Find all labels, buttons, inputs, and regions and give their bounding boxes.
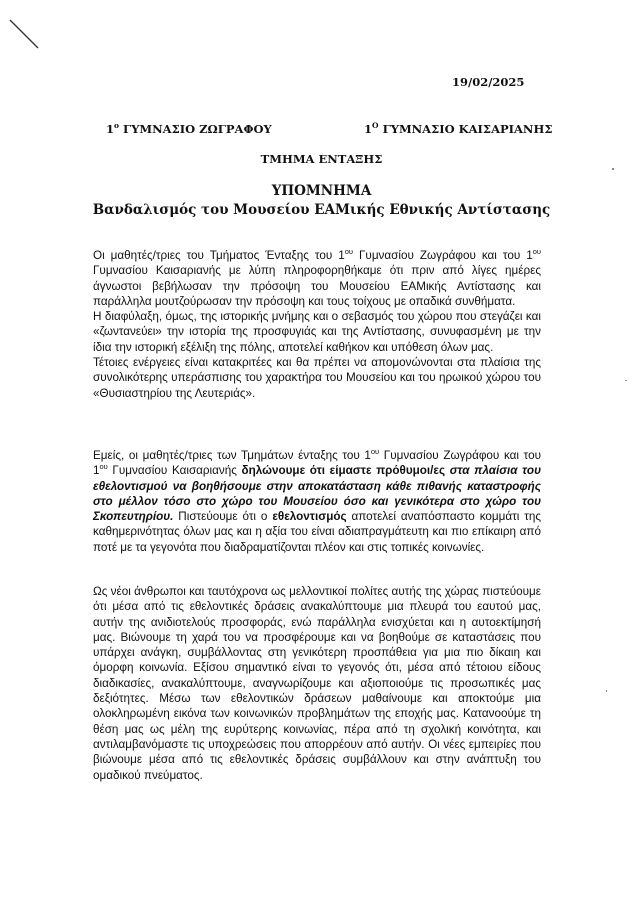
paragraph-1-sentence-2: Η διαφύλαξη, όμως, της ιστορικής μνήμης και ο σεβασμός του χώρου που στεγάζει και «ζωντανεύει» την ιστορία της προσφυγιάς και της Αντίστασης, συνυφασμένη με την ίδια την ιστορική εξέλιξη της πόλης, αποτελεί καθήκον και υπόθεση όλων μας. [93, 310, 541, 354]
pen-stroke-mark [10, 20, 38, 48]
document-date: 19/02/2025 [452, 75, 525, 89]
department-heading: ΤΜΗΜΑ ΕΝΤΑΞΗΣ [260, 152, 383, 166]
paragraph-1-sentence-3: Τέτοιες ενέργειες είναι κατακριτέες και θα πρέπει να απομονώνονται στα πλαίσια της συνολικότερης υπεράσπισης του χαρακτήρα του Μουσείου και του ηρωικού χώρου του «Θυσιαστηρίου της Λευτεριάς». [93, 356, 541, 400]
school-name-left: $1^o$ ΓΥΜΝΑΣΙΟ ΖΩΓΡΑΦΟΥ [106, 121, 272, 136]
memo-subtitle: Βανδαλισμός του Μουσείου ΕΑΜικής Εθνικής Αντίστασης [92, 202, 551, 218]
paragraph-1 [93, 248, 541, 401]
scan-speck [606, 690, 607, 692]
scan-speck [612, 168, 614, 170]
paragraph-2: Εμείς, οι μαθητές/τριες των Τμημάτων ένταξης του $1^{o\upsilon}$ Γυμνασίου Ζωγράφου και του $1^{o\upsilon}$ Γυμνασίου Καισαριανής δηλώνουμε ότι είμαστε πρόθυμοι/ες στα πλαίσια του εθελοντισμού να βοηθήσουμε στην αποκατάσταση κάθε πιθανής καταστροφής στο μέλλον τόσο στο χώρο του Μουσείου όσο και γενικότερα στο χώρο του Σκοπευτηρίου. Πιστεύουμε ότι ο εθελοντισμός αποτελεί αναπόσπαστο κομμάτι της καθημερινότητας όλων μας και η αξία του είναι αδιαπραγμάτευτη και πιο επίκαιρη από ποτέ με τα γεγονότα που διαδραματίζονται πλέον και στις τοπικές κοινωνίες. [93, 447, 541, 554]
declaration-bold: δηλώνουμε ότι είμαστε πρόθυμοι/ες [241, 464, 450, 478]
scan-speck [625, 380, 627, 381]
school-name-right: $1^O$ ΓΥΜΝΑΣΙΟ ΚΑΙΣΑΡΙΑΝΗΣ [364, 121, 553, 136]
memo-title: ΥΠΟΜΝΗΜΑ [271, 183, 372, 199]
declaration-bold-italic: στα πλαίσια του εθελοντισμού να βοηθήσουμε στην αποκατάσταση κάθε πιθανής καταστροφής στο μέλλον τόσο στο χώρο του Μουσείου όσο και γενικότερα στο χώρο του Σκοπευτηρίου. [93, 464, 541, 524]
paragraph-1-sentence-1: Οι μαθητές/τριες του Τμήματος Ένταξης του $1^{o\upsilon}$ Γυμνασίου Ζωγράφου και του $1^{o\upsilon}$ Γυμνασίου Καισαριανής με λύπη πληροφορηθήκαμε ότι πριν από λίγες ημέρες άγνωστοι βεβήλωσαν την πρόσοψη του Μουσείου ΕΑΜικής Αντίστασης και παράλληλα μουτζούρωσαν την πρόσοψη και τους τοίχους με οπαδικά συνθήματα. [93, 247, 541, 308]
paragraph-3: Ως νέοι άνθρωποι και ταυτόχρονα ως μελλοντικοί πολίτες αυτής της χώρας πιστεύουμε ότι μέσα από τις εθελοντικές δράσεις ανακαλύπτουμε μια πλευρά του εαυτού μας, αυτήν της ανιδιοτελούς προσφοράς, ενώ παράλληλα ενισχύεται και η αυτοεκτίμησή μας. Βιώνουμε τη χαρά του να προσφέρουμε και να βοηθούμε σε καταστάσεις που υπάρχει ανάγκη, συμβάλλοντας στη γενικότερη προσπάθεια για μια πιο δίκαιη και όμορφη κοινωνία. Εξίσου σημαντικό είναι το γεγονός ότι, μέσα από τέτοιου είδους διαδικασίες, ανακαλύπτουμε, αναγνωρίζουμε και αξιοποιούμε τις προσωπικές μας δεξιότητες. Μέσω των εθελοντικών δράσεων μαθαίνουμε και αποκτούμε μια ολοκληρωμένη εικόνα των κοινωνικών προβλημάτων της εποχής μας. Κατανοούμε τη θέση μας ως μέλη της ευρύτερης κοινωνίας, πέρα από τη σχολική κοινότητα, και αντιλαμβανόμαστε τις υποχρεώσεις που απορρέουν από αυτήν. Οι νέες εμπειρίες που βιώνουμε μέσα από τις εθελοντικές δράσεις συμβάλλουν και στην ανάπτυξη του ομαδικού πνεύματος. [93, 585, 541, 782]
volunteerism-bold: εθελοντισμός [272, 510, 347, 524]
